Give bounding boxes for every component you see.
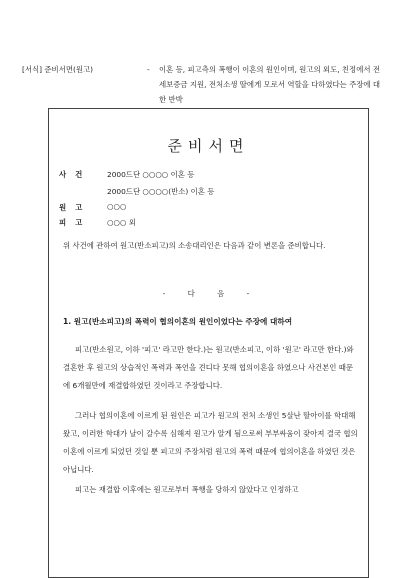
defendant-value: ○○○ 외 [107,218,136,227]
case-number-2: 2000드단 ○○○○(반소) 이혼 등 [107,187,215,196]
section-1-title: 1. 원고(반소피고)의 폭력이 협의이혼의 원인이었다는 주장에 대하여 [63,317,293,326]
document-frame [48,108,369,578]
case-number-1: 2000드단 ○○○○ 이혼 등 [107,170,195,179]
plaintiff-value: ○○○ [107,202,127,211]
defendant-label: 피고 [59,218,92,227]
form-label: [서식] 준비서면(원고) [22,65,93,74]
header-dash: - [147,65,150,74]
intro-paragraph: 위 사건에 관하여 원고(반소피고)의 소송대리인은 다음과 같이 변론을 준비합니다. [63,241,326,250]
divider-label: - 다 음 - [162,289,260,298]
paragraph-2: 그러나 협의이혼에 이르게 된 원인은 피고가 원고의 전처 소생인 5살난 딸아이를 학대해 왔고, 이러한 학대가 날이 갈수록 심해져 원고가 알게 됨으로써 부부싸움이 잦아져 결국 협의이혼에 이르게 되었던 것일 뿐 피고의 주장처럼 원고의 폭력 때문에 협의이혼을 하였던 것은 아닙니다. [63,411,358,474]
paragraph-3: 피고는 재결합 이후에는 원고로부터 폭행을 당하지 않았다고 인정하고 [75,485,299,494]
case-label: 사건 [59,170,92,179]
form-description: 이혼 등, 피고측의 폭행이 이혼의 원인이며, 원고의 외도, 친정에서 전세보증금 지원, 전처소생 딸에게 모로서 역할을 다하였다는 주장에 대한 반박 [159,65,381,104]
plaintiff-label: 원고 [59,203,92,212]
document-title: 준비서면 [167,137,250,155]
paragraph-1: 피고(반소원고, 이하 '피고' 라고만 한다.)는 원고(반소피고, 이하 '원고' 라고만 한다.)와 결혼한 후 원고의 상습적인 폭력과 폭언을 견디다 못해 협의이혼을 하였으나 사건본인 때문에 6개월만에 재결합하였던 것이라고 주장합니다. [63,345,354,390]
